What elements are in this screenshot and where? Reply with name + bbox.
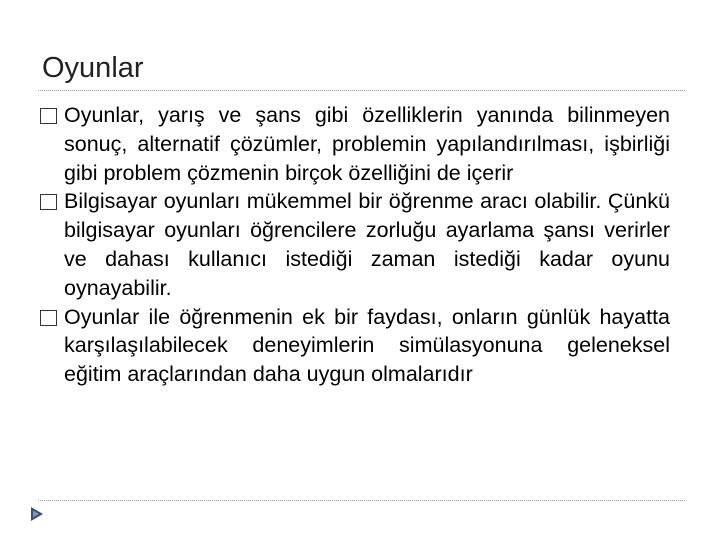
bullet-text: Bilgisayar oyunları mükemmel bir öğrenme aracı olabilir. Çünkü bilgisayar oyunları öğrencilere zorluğu ayarlama şansı verirler ve dahası kullanıcı istediği zaman istediği kadar oyunu oynayabilir.	[64, 189, 670, 300]
slide-body	[38, 101, 670, 389]
bullet-item	[38, 303, 670, 389]
slide-title: Oyunlar	[42, 52, 144, 84]
bullet-item	[38, 187, 670, 302]
footer-divider	[38, 500, 685, 501]
next-slide-arrow-icon[interactable]	[30, 506, 44, 522]
bullet-item	[38, 101, 670, 187]
bullet-text: Oyunlar ile öğrenmenin ek bir faydası, onların günlük hayatta karşılaşılabilecek deneyimlerin simülasyonuna geleneksel eğitim araçlarından daha uygun olmalarıdır	[64, 304, 670, 387]
checkbox-square-icon	[40, 108, 57, 124]
checkbox-square-icon	[40, 194, 57, 210]
bullet-text: Oyunlar, yarış ve şans gibi özelliklerin yanında bilinmeyen sonuç, alternatif çözümler, problemin yapılandırılması, işbirliği gibi problem çözmenin birçok özelliğini de içerir	[64, 103, 670, 185]
checkbox-square-icon	[40, 310, 57, 326]
title-divider	[38, 90, 685, 91]
